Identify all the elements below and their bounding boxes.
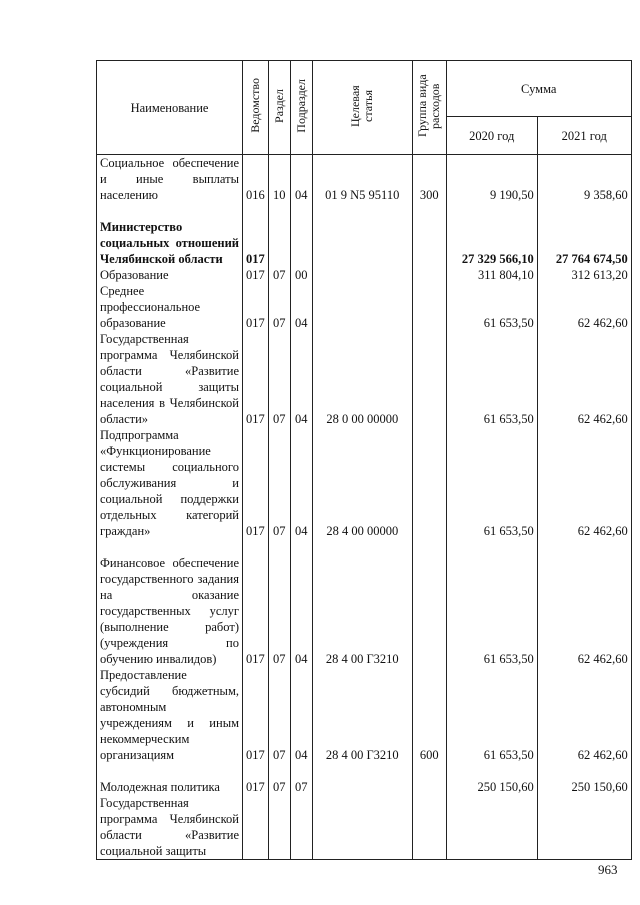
row-ved: 017 — [243, 763, 269, 795]
row-name: Среднее профессиональное образование — [97, 283, 243, 331]
table-row — [97, 763, 632, 795]
table-row — [97, 331, 632, 427]
row-podrazdel: 04 — [290, 155, 312, 204]
row-razdel: 07 — [268, 267, 290, 283]
row-2021: 62 462,60 — [537, 427, 631, 539]
row-ved: 017 — [243, 203, 269, 267]
row-article: 01 9 N5 95110 — [312, 155, 412, 204]
table-row — [97, 155, 632, 204]
row-name: Молодежная политика — [97, 763, 243, 795]
row-2021: 27 764 674,50 — [537, 203, 631, 267]
row-2021: 9 358,60 — [537, 155, 631, 204]
row-podrazdel — [290, 203, 312, 267]
row-podrazdel — [290, 795, 312, 860]
row-name: Государственная программа Челябинской области «Развитие социальной защиты — [97, 795, 243, 860]
row-group — [412, 203, 446, 267]
header-razdel — [268, 61, 290, 155]
row-podrazdel: 04 — [290, 539, 312, 667]
header-article — [312, 61, 412, 155]
row-article — [312, 267, 412, 283]
row-2020: 250 150,60 — [446, 763, 537, 795]
budget-table — [96, 60, 632, 860]
row-ved: 016 — [243, 155, 269, 204]
row-2021: 62 462,60 — [537, 283, 631, 331]
table-row — [97, 795, 632, 860]
row-name: Финансовое обеспечение государственного задания на оказание государственных услуг (выполнение работ) (учреждения по обучению инвалидов) — [97, 539, 243, 667]
row-2021: 62 462,60 — [537, 331, 631, 427]
row-podrazdel: 04 — [290, 331, 312, 427]
row-article — [312, 283, 412, 331]
header-podrazdel — [290, 61, 312, 155]
row-2021 — [537, 795, 631, 860]
header-ved-label: Ведомство — [247, 78, 262, 133]
row-article: 28 0 00 00000 — [312, 331, 412, 427]
row-2020: 311 804,10 — [446, 267, 537, 283]
row-2020: 27 329 566,10 — [446, 203, 537, 267]
row-group — [412, 283, 446, 331]
row-razdel: 07 — [268, 427, 290, 539]
header-razdel-label: Раздел — [271, 88, 286, 123]
row-name: Образование — [97, 267, 243, 283]
row-name: Министерство социальных отношений Челябинской области — [97, 203, 243, 267]
row-2020: 9 190,50 — [446, 155, 537, 204]
row-podrazdel: 07 — [290, 763, 312, 795]
row-razdel — [268, 203, 290, 267]
row-name: Государственная программа Челябинской области «Развитие социальной защиты населения в Челябинской области» — [97, 331, 243, 427]
row-2020: 61 653,50 — [446, 539, 537, 667]
header-ved — [243, 61, 269, 155]
row-group — [412, 763, 446, 795]
header-sum: Сумма — [446, 61, 631, 117]
row-group — [412, 267, 446, 283]
table-row — [97, 539, 632, 667]
row-article — [312, 795, 412, 860]
table-row — [97, 667, 632, 763]
row-group — [412, 539, 446, 667]
row-ved: 017 — [243, 267, 269, 283]
row-ved: 017 — [243, 539, 269, 667]
row-podrazdel: 04 — [290, 667, 312, 763]
header-year-2020: 2020 год — [446, 117, 537, 155]
row-2021: 62 462,60 — [537, 667, 631, 763]
row-article — [312, 763, 412, 795]
row-group — [412, 795, 446, 860]
header-podrazdel-label: Подраздел — [293, 78, 308, 133]
row-ved: 017 — [243, 427, 269, 539]
row-ved — [243, 795, 269, 860]
row-article: 28 4 00 Г3210 — [312, 667, 412, 763]
table-row — [97, 267, 632, 283]
row-2021: 312 613,20 — [537, 267, 631, 283]
row-razdel: 10 — [268, 155, 290, 204]
row-2021: 250 150,60 — [537, 763, 631, 795]
row-ved: 017 — [243, 667, 269, 763]
page-number: 963 — [598, 862, 618, 877]
row-group: 300 — [412, 155, 446, 204]
row-razdel: 07 — [268, 331, 290, 427]
row-2020: 61 653,50 — [446, 667, 537, 763]
row-name: Подпрограмма «Функционирование системы социального обслуживания и социальной поддержки отдельных категорий граждан» — [97, 427, 243, 539]
row-group — [412, 331, 446, 427]
row-group: 600 — [412, 667, 446, 763]
row-razdel: 07 — [268, 283, 290, 331]
header-name: Наименование — [97, 61, 243, 155]
row-2021: 62 462,60 — [537, 539, 631, 667]
row-article: 28 4 00 00000 — [312, 427, 412, 539]
row-razdel: 07 — [268, 667, 290, 763]
row-name: Предоставление субсидий бюджетным, автономным учреждениям и иным некоммерческим организациям — [97, 667, 243, 763]
table-row — [97, 427, 632, 539]
row-2020 — [446, 795, 537, 860]
row-razdel: 07 — [268, 763, 290, 795]
table-row — [97, 203, 632, 267]
header-group-label: Группа вида расходов — [415, 74, 443, 137]
row-ved: 017 — [243, 331, 269, 427]
header-group — [412, 61, 446, 155]
row-podrazdel: 04 — [290, 427, 312, 539]
table-row — [97, 283, 632, 331]
row-ved: 017 — [243, 283, 269, 331]
table-body — [97, 155, 632, 860]
header-year-2021: 2021 год — [537, 117, 631, 155]
row-article: 28 4 00 Г3210 — [312, 539, 412, 667]
row-2020: 61 653,50 — [446, 283, 537, 331]
header-article-label: Целевая статья — [348, 84, 376, 127]
table-header — [97, 61, 632, 155]
row-razdel — [268, 795, 290, 860]
row-2020: 61 653,50 — [446, 331, 537, 427]
row-name: Социальное обеспечение и иные выплаты населению — [97, 155, 243, 204]
row-group — [412, 427, 446, 539]
row-podrazdel: 04 — [290, 283, 312, 331]
row-2020: 61 653,50 — [446, 427, 537, 539]
row-razdel: 07 — [268, 539, 290, 667]
row-podrazdel: 00 — [290, 267, 312, 283]
row-article — [312, 203, 412, 267]
